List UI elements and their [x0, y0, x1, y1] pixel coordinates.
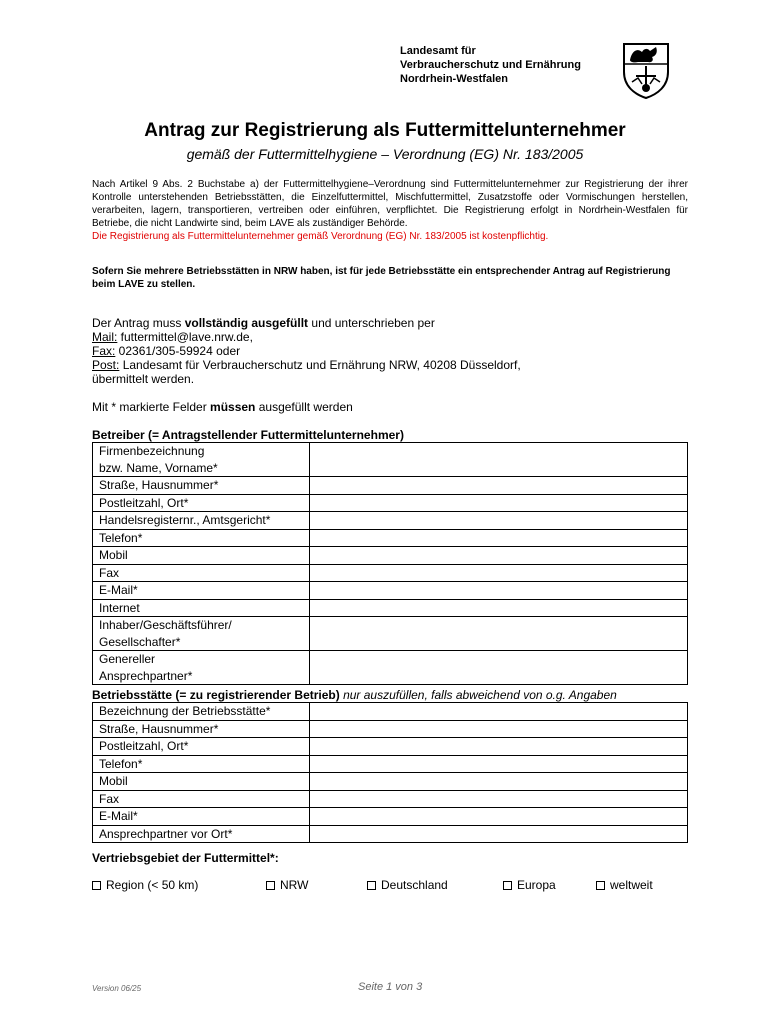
- field-input[interactable]: [310, 529, 688, 547]
- form-row: [93, 564, 688, 582]
- form-row: [93, 477, 688, 495]
- agency-line: Landesamt für: [400, 45, 476, 57]
- operator-heading: [92, 428, 404, 442]
- field-input[interactable]: [310, 443, 688, 477]
- field-input[interactable]: [310, 738, 688, 756]
- field-input[interactable]: [310, 808, 688, 826]
- form-row: [93, 582, 688, 600]
- form-row: [93, 617, 688, 651]
- field-label-line: Gesellschafter*: [99, 634, 181, 649]
- field-label: [93, 494, 310, 512]
- field-label: [93, 582, 310, 600]
- field-label: [93, 651, 310, 685]
- field-label: [93, 512, 310, 530]
- form-row: [93, 443, 688, 477]
- field-label: [93, 825, 310, 843]
- mandatory-note: [92, 400, 353, 414]
- field-label: [93, 790, 310, 808]
- field-label-line: Ansprechpartner vor Ort*: [99, 826, 233, 841]
- field-label-line: Straße, Hausnummer*: [99, 478, 219, 492]
- version-label: Version 06/25: [92, 984, 142, 993]
- mandatory-text: Mit * markierte Felder: [92, 400, 211, 414]
- option-label: Region (< 50 km): [106, 878, 199, 892]
- form-row: [93, 790, 688, 808]
- option-nrw[interactable]: [266, 878, 308, 892]
- intro-text: Nach Artikel 9 Abs. 2 Buchstabe a) der Futtermittelhygiene–Verordnung sind Futtermittelunternehmer zur Registrierung der ihrer Kontrolle unterstehenden Betriebsstätten, die Einzelfuttermittel, Mischfuttermittel, Zusatzstoffe oder Vormischungen herstellen, verarbeiten, lagern, transportieren, vertreiben oder einführen, verpflichtet. Die Registrierung erfolgt in Nordrhein-Westfalen für Betriebe, die nicht Landwirte sind, beim LAVE als zuständiger Behörde.: [92, 179, 688, 229]
- operator-heading-text: Betreiber (= Antragstellender Futtermittelunternehmer): [92, 428, 404, 442]
- field-label-line: Postleitzahl, Ort*: [99, 739, 189, 753]
- mandatory-text: ausgefüllt werden: [255, 400, 353, 414]
- field-label: [93, 703, 310, 721]
- field-label-line: Genereller: [99, 652, 156, 666]
- field-input[interactable]: [310, 651, 688, 685]
- field-label: [93, 720, 310, 738]
- field-input[interactable]: [310, 720, 688, 738]
- agency-line: Nordrhein-Westfalen: [400, 73, 508, 85]
- fax-number: 02361/305-59924 oder: [115, 344, 241, 358]
- site-heading: [92, 688, 617, 702]
- field-input[interactable]: [310, 494, 688, 512]
- form-row: [93, 512, 688, 530]
- site-heading-bold: Betriebsstätte (= zu registrierender Betrieb): [92, 688, 340, 702]
- field-input[interactable]: [310, 790, 688, 808]
- field-input[interactable]: [310, 582, 688, 600]
- field-label-line: Firmenbezeichnung: [99, 444, 205, 458]
- field-label-line: Postleitzahl, Ort*: [99, 495, 189, 510]
- form-row: [93, 720, 688, 738]
- agency-line: Verbraucherschutz und Ernährung: [400, 59, 581, 71]
- multiple-sites-note: Sofern Sie mehrere Betriebsstätten in NRW haben, ist für jede Betriebsstätte ein entsprechender Antrag auf Registrierung beim LAVE zu stellen.: [92, 266, 671, 290]
- form-row: [93, 773, 688, 791]
- checkbox-icon[interactable]: [266, 881, 275, 890]
- mail-label: Mail:: [92, 330, 118, 344]
- field-label-line: bzw. Name, Vorname*: [99, 460, 218, 475]
- field-label-line: Straße, Hausnummer*: [99, 721, 219, 736]
- field-label-line: Inhaber/Geschäftsführer/: [99, 618, 232, 632]
- field-input[interactable]: [310, 755, 688, 773]
- field-input[interactable]: [310, 617, 688, 651]
- form-row: [93, 494, 688, 512]
- form-row: [93, 808, 688, 826]
- field-input[interactable]: [310, 564, 688, 582]
- field-label: [93, 443, 310, 477]
- field-label-line: Telefon*: [99, 530, 143, 545]
- agency-name: [400, 44, 581, 86]
- field-input[interactable]: [310, 547, 688, 565]
- field-input[interactable]: [310, 512, 688, 530]
- option-label: NRW: [280, 878, 309, 892]
- field-label-line: Fax: [99, 565, 120, 580]
- option-europa[interactable]: [503, 878, 556, 892]
- form-row: [93, 547, 688, 565]
- submission-instructions: [92, 316, 692, 386]
- mandatory-bold: müssen: [210, 400, 256, 414]
- page-title: Antrag zur Registrierung als Futtermittelunternehmer: [144, 120, 626, 141]
- form-row: [93, 755, 688, 773]
- instr-text: und unterschrieben per: [308, 316, 435, 330]
- field-label-line: E-Mail*: [99, 583, 138, 597]
- field-input[interactable]: [310, 477, 688, 495]
- field-label-line: Internet: [99, 600, 140, 615]
- form-row: [93, 651, 688, 685]
- option-label: weltweit: [610, 878, 653, 892]
- post-address: Landesamt für Verbraucherschutz und Ernährung NRW, 40208 Düsseldorf,: [119, 358, 521, 372]
- post-label: Post:: [92, 358, 120, 372]
- form-row: [93, 529, 688, 547]
- field-label-line: Mobil: [99, 548, 128, 562]
- checkbox-icon[interactable]: [503, 881, 512, 890]
- field-label-line: Mobil: [99, 774, 128, 788]
- instr-text: übermittelt werden.: [92, 372, 195, 386]
- form-row: [93, 825, 688, 843]
- field-label-line: Telefon*: [99, 756, 143, 771]
- option-weltweit[interactable]: [596, 878, 653, 892]
- field-label: [93, 773, 310, 791]
- field-input[interactable]: [310, 825, 688, 843]
- field-label: [93, 808, 310, 826]
- page-subtitle: gemäß der Futtermittelhygiene – Verordnung (EG) Nr. 183/2005: [186, 146, 584, 162]
- field-label-line: Bezeichnung der Betriebsstätte*: [99, 704, 271, 718]
- operator-table: [92, 442, 688, 685]
- field-input[interactable]: [310, 599, 688, 617]
- intro-paragraph: [92, 178, 688, 243]
- field-label: [93, 617, 310, 651]
- checkbox-icon[interactable]: [92, 881, 101, 890]
- field-label: [93, 755, 310, 773]
- cost-note: Die Registrierung als Futtermittelunternehmer gemäß Verordnung (EG) Nr. 183/2005 ist kostenpflichtig.: [92, 231, 549, 242]
- option-label: Deutschland: [381, 878, 448, 892]
- field-label: [93, 547, 310, 565]
- checkbox-icon[interactable]: [596, 881, 605, 890]
- field-label: [93, 529, 310, 547]
- form-row: [93, 599, 688, 617]
- fax-label: Fax:: [92, 344, 116, 358]
- field-label: [93, 477, 310, 495]
- site-table: [92, 702, 688, 843]
- field-label-line: Ansprechpartner*: [99, 668, 193, 683]
- field-input[interactable]: [310, 773, 688, 791]
- page-number: Seite 1 von 3: [358, 981, 423, 993]
- instr-bold: vollständig ausgefüllt: [184, 316, 309, 330]
- mail-address: futtermittel@lave.nrw.de,: [117, 330, 253, 344]
- nrw-coat-of-arms-icon: [622, 42, 670, 100]
- option-deutschland[interactable]: [367, 878, 448, 892]
- checkbox-icon[interactable]: [367, 881, 376, 890]
- form-row: [93, 703, 688, 721]
- option-region[interactable]: [92, 878, 198, 892]
- site-heading-italic: nur auszufüllen, falls abweichend von o.g. Angaben: [339, 688, 617, 702]
- field-label: [93, 599, 310, 617]
- instr-text: Der Antrag muss: [92, 316, 185, 330]
- form-row: [93, 738, 688, 756]
- field-label: [93, 564, 310, 582]
- field-label-line: Handelsregisternr., Amtsgericht*: [99, 513, 271, 527]
- field-label-line: Fax: [99, 791, 120, 806]
- option-label: Europa: [517, 878, 556, 892]
- distribution-heading: Vertriebsgebiet der Futtermittel*:: [92, 851, 279, 865]
- field-input[interactable]: [310, 703, 688, 721]
- field-label: [93, 738, 310, 756]
- field-label-line: E-Mail*: [99, 809, 138, 823]
